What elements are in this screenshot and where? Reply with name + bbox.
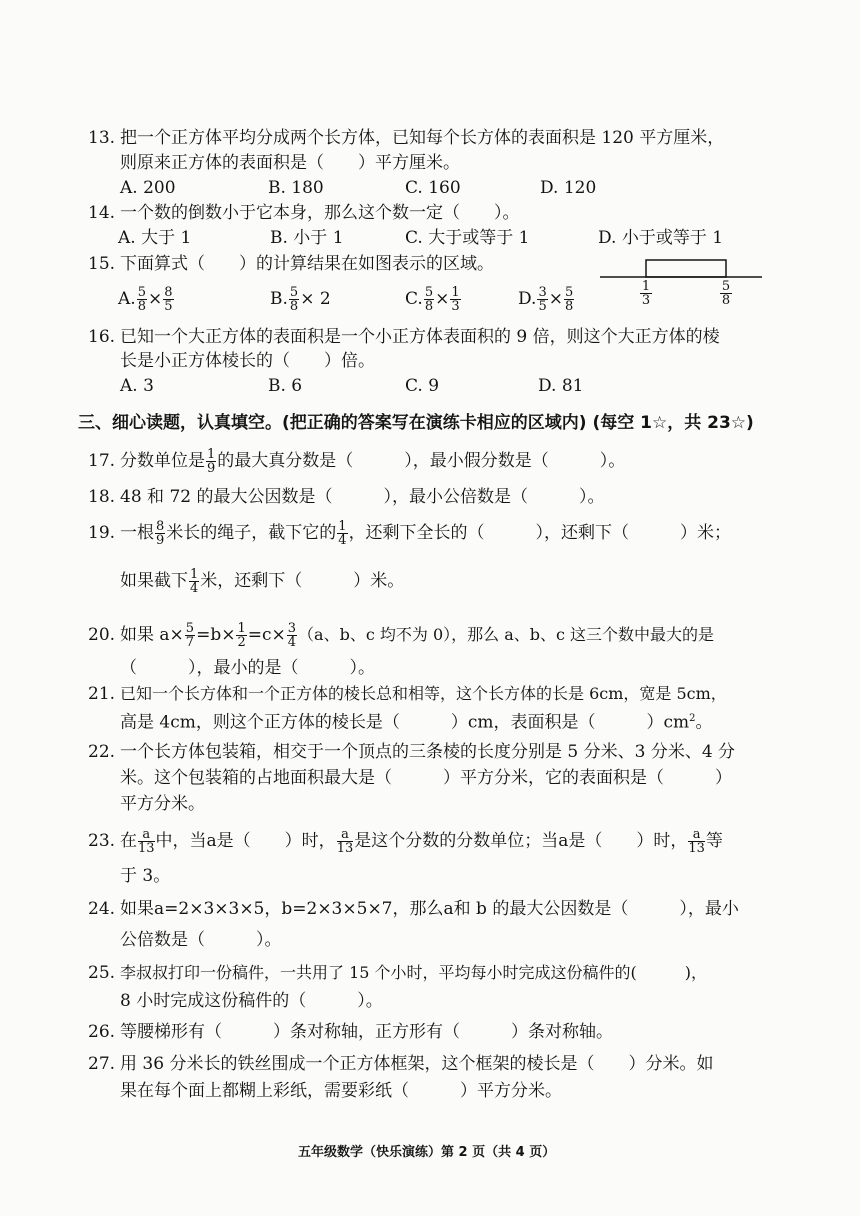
question-22-line2: 米。这个包装箱的占地面积最大是（ ）平方分米，它的表面积是（ ） <box>120 768 732 788</box>
fraction: $\frac{8}{5}$ <box>164 285 173 314</box>
fraction: $\frac{5}{7}$ <box>185 621 195 650</box>
question-text: 一个数的倒数小于它本身，那么这个数一定（ ）。 <box>120 203 520 223</box>
question-number: 25. <box>88 963 116 983</box>
question-19-line1: 19. 一根 $\frac{8}{9}$ 米长的绳子，截下它的 $\frac{1}{4}$ ，还剩下全长的（ ），还剩下（ ）米； <box>88 519 732 548</box>
question-16-line2: 长是小正方体棱长的（ ）倍。 <box>120 351 375 371</box>
question-25-line1: 25. 李叔叔打印一份稿件，一共用了 15 个小时，平均每小时完成这份稿件的( )， <box>88 963 708 983</box>
question-24-line1: 24. 如果a=2×3×3×5，b=2×3×5×7，那么a和 b 的最大公因数是（ ），最小 <box>88 899 739 919</box>
question-20-line2: （ ），最小的是（ ）。 <box>120 658 375 678</box>
right-bound-label: 5 8 <box>721 279 731 308</box>
question-23-line1: 23. 在 $\frac{a}{13}$ 中，当a是（ ）时， $\frac{a}{13}$ 是这个分数的分数单位；当a是（ ）时， $\frac{a}{13}$ 等 <box>88 827 723 856</box>
question-number: 20. <box>88 625 116 645</box>
fraction: $\frac{8}{9}$ <box>156 519 165 548</box>
question-number: 22. <box>88 742 116 762</box>
number-line-svg <box>600 250 765 280</box>
page-footer: 五年级数学（快乐演练）第 2 页（共 4 页） <box>298 1145 556 1160</box>
option-c: C. 160 <box>405 178 461 198</box>
question-number: 26. <box>88 1022 116 1042</box>
question-22-line1: 22. 一个长方体包装箱，相交于一个顶点的三条棱的长度分别是 5 分米、3 分米、4 分 <box>88 742 736 762</box>
question-number: 14. <box>88 203 116 223</box>
question-15-line1 <box>88 252 494 276</box>
question-26: 26. 等腰梯形有（ ）条对称轴，正方形有（ ）条对称轴。 <box>88 1022 613 1042</box>
fraction: $\frac{5}{8}$ <box>137 285 146 314</box>
question-24-line2: 公倍数是（ ）。 <box>120 930 282 950</box>
question-13-options <box>120 176 720 200</box>
option-c: C. $\frac{5}{8}$ × $\frac{1}{3}$ <box>405 285 460 314</box>
question-number: 23. <box>88 831 116 851</box>
question-text: 已知一个大正方体的表面积是一个小正方体表面积的 9 倍，则这个大正方体的棱 <box>120 327 720 347</box>
option-d: D. 81 <box>538 376 584 396</box>
question-text: 下面算式（ ）的计算结果在如图表示的区域。 <box>120 254 494 274</box>
question-number: 18. <box>88 487 116 507</box>
question-25-line2: 8 小时完成这份稿件的（ ）。 <box>120 991 383 1011</box>
question-19-line2: 如果截下 $\frac{1}{4}$ 米，还剩下（ ）米。 <box>120 567 405 596</box>
question-13-line1 <box>88 126 724 150</box>
question-23-line2: 于 3。 <box>120 866 171 886</box>
question-16-options <box>120 374 720 398</box>
question-27-line2: 果在每个面上都糊上彩纸，需要彩纸（ ）平方分米。 <box>120 1081 562 1101</box>
question-15-options <box>118 282 598 318</box>
fraction: $\frac{1}{3}$ <box>451 285 460 314</box>
option-c: C. 大于或等于 1 <box>405 228 530 248</box>
number-line-diagram <box>600 250 765 320</box>
question-number: 13. <box>88 128 116 148</box>
question-number: 21. <box>88 684 116 704</box>
fraction: $\frac{3}{5}$ <box>538 285 547 314</box>
option-b: B. 180 <box>268 178 324 198</box>
fraction: $\frac{1}{4}$ <box>190 567 199 596</box>
question-number: 16. <box>88 327 116 347</box>
fraction: $\frac{a}{13}$ <box>688 827 705 856</box>
option-d: D. $\frac{3}{5}$ × $\frac{5}{8}$ <box>518 285 574 314</box>
question-number: 19. <box>88 523 116 543</box>
question-22-line3: 平方分米。 <box>120 794 205 814</box>
fraction: $\frac{5}{8}$ <box>289 285 299 314</box>
question-14-options <box>118 226 758 250</box>
question-18: 18. 48 和 72 的最大公因数是（ ），最小公倍数是（ ）。 <box>88 487 605 507</box>
question-text: 把一个正方体平均分成两个长方体，已知每个长方体的表面积是 120 平方厘米， <box>120 128 725 148</box>
option-d: D. 小于或等于 1 <box>598 228 724 248</box>
question-number: 27. <box>88 1054 116 1074</box>
question-14-line1 <box>88 201 520 225</box>
question-21-line1: 21. 已知一个长方体和一个正方体的棱长总和相等，这个长方体的长是 6cm，宽是 5cm， <box>88 684 727 704</box>
option-b: B. 小于 1 <box>270 228 344 248</box>
fraction: $\frac{3}{4}$ <box>287 621 297 650</box>
option-b: B. $\frac{5}{8}$ × 2 <box>270 285 331 314</box>
fraction: $\frac{a}{13}$ <box>138 827 155 856</box>
fraction: $\frac{1}{2}$ <box>237 621 246 650</box>
question-number: 17. <box>88 451 116 471</box>
question-number: 24. <box>88 899 116 919</box>
question-number: 15. <box>88 254 116 274</box>
question-21-line2: 高是 4cm，则这个正方体的棱长是（ ）cm，表面积是（ ）$cm^2$。 <box>120 712 713 733</box>
fraction: $\frac{1}{9}$ <box>207 447 216 476</box>
left-bound-label: 1 3 <box>641 279 651 308</box>
option-b: B. 6 <box>268 376 303 396</box>
fraction: $\frac{1}{4}$ <box>338 519 347 548</box>
option-a: A. 大于 1 <box>118 228 192 248</box>
option-a: A. $\frac{5}{8}$ × $\frac{8}{5}$ <box>118 285 173 314</box>
fraction: $\frac{5}{8}$ <box>564 285 574 314</box>
question-27-line1: 27. 用 36 分米长的铁丝围成一个正方体框架，这个框架的棱长是（ ）分米。如 <box>88 1054 714 1074</box>
fraction: $\frac{5}{8}$ <box>424 285 434 314</box>
highlighted-region <box>646 260 726 277</box>
question-17: 17. 分数单位是 $\frac{1}{9}$ 的最大真分数是（ ），最小假分数是（ ）。 <box>88 447 626 476</box>
question-16-line1 <box>88 325 720 349</box>
question-20-line1: 20. 如果 a× $\frac{5}{7}$ =b× $\frac{1}{2}$ =c× $\frac{3}{4}$ （a、b、c 均不为 0），那么 a、b、c 这三个数中最大的是 <box>88 621 715 650</box>
option-d: D. 120 <box>540 178 597 198</box>
section-heading: 三、细心读题，认真填空。(把正确的答案写在演练卡相应的区域内) (每空 1☆，共 23☆) <box>78 413 754 433</box>
fraction: $\frac{a}{13}$ <box>336 827 354 856</box>
option-a: A. 3 <box>120 376 154 396</box>
option-c: C. 9 <box>405 376 440 396</box>
option-a: A. 200 <box>120 178 176 198</box>
question-13-line2: 则原来正方体的表面积是（ ）平方厘米。 <box>120 153 460 173</box>
